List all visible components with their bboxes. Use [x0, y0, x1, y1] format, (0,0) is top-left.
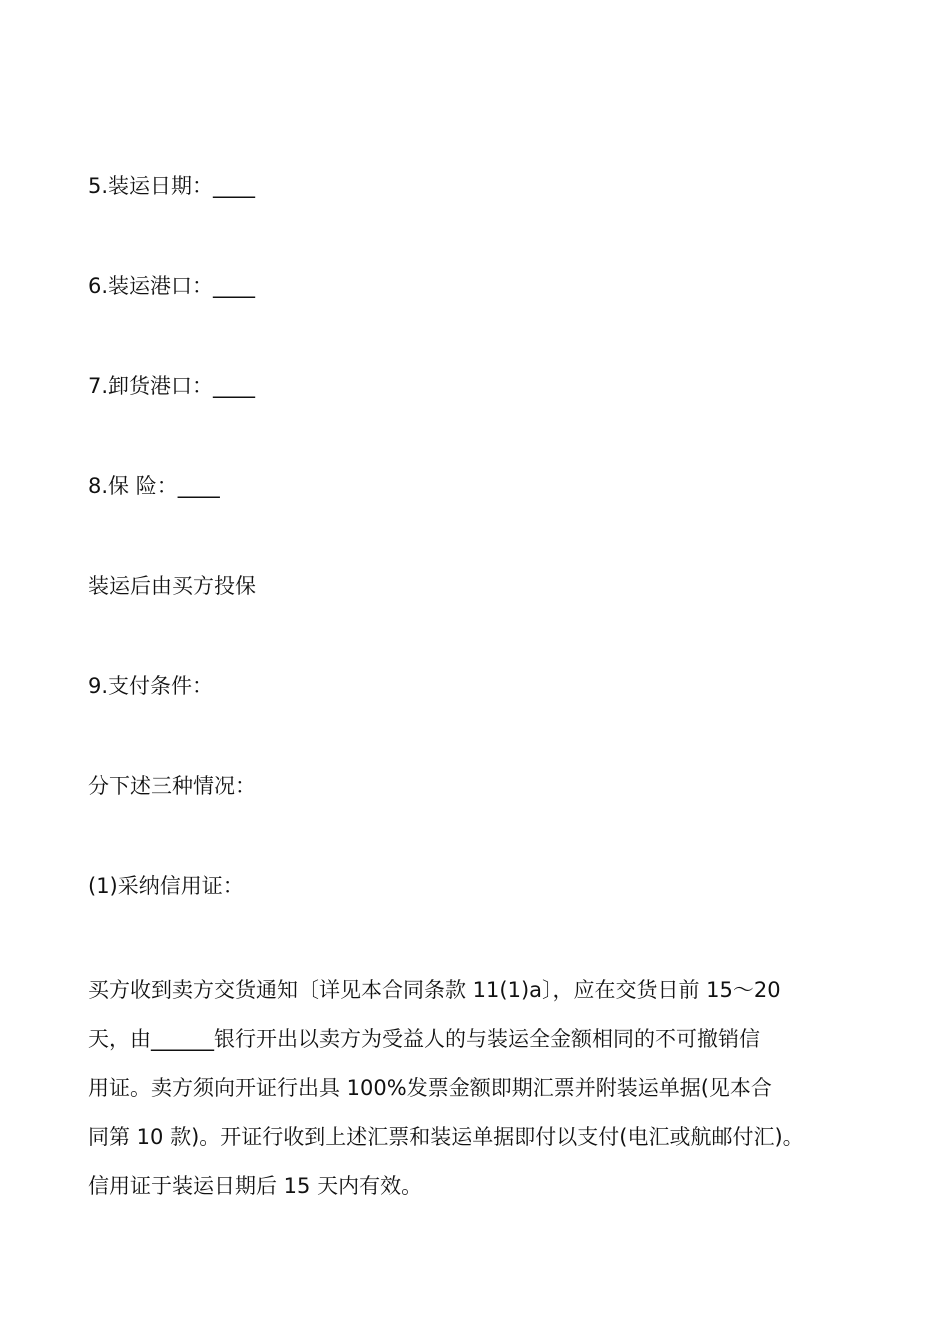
clause-shipment-date: 5.装运日期：____ — [88, 174, 256, 198]
body-line: 用证。卖方须向开证行出具 100%发票金额即期汇票并附装运单据(见本合 — [88, 1076, 772, 1100]
clause-port-of-loading: 6.装运港口：____ — [88, 274, 256, 298]
document-content — [88, 166, 878, 1211]
insurance-note: 装运后由买方投保 — [88, 574, 256, 598]
payment-cases-intro: 分下述三种情况： — [88, 774, 256, 798]
body-line: 天，由______银行开出以卖方为受益人的与装运全金额相同的不可撤销信 — [88, 1027, 760, 1051]
body-line: 买方收到卖方交货通知〔详见本合同条款 11(1)a〕，应在交货日前 15～20 — [88, 978, 781, 1002]
letter-of-credit-heading: (1)采纳信用证： — [88, 874, 244, 898]
clause-insurance: 8.保 险：____ — [88, 474, 220, 498]
body-line: 同第 10 款)。开证行收到上述汇票和装运单据即付以支付(电汇或航邮付汇)。 — [88, 1125, 804, 1149]
clause-port-of-discharge: 7.卸货港口：____ — [88, 374, 256, 398]
body-line: 信用证于装运日期后 15 天内有效。 — [88, 1174, 423, 1198]
letter-of-credit-body — [88, 966, 878, 1211]
clause-payment-terms: 9.支付条件： — [88, 674, 214, 698]
